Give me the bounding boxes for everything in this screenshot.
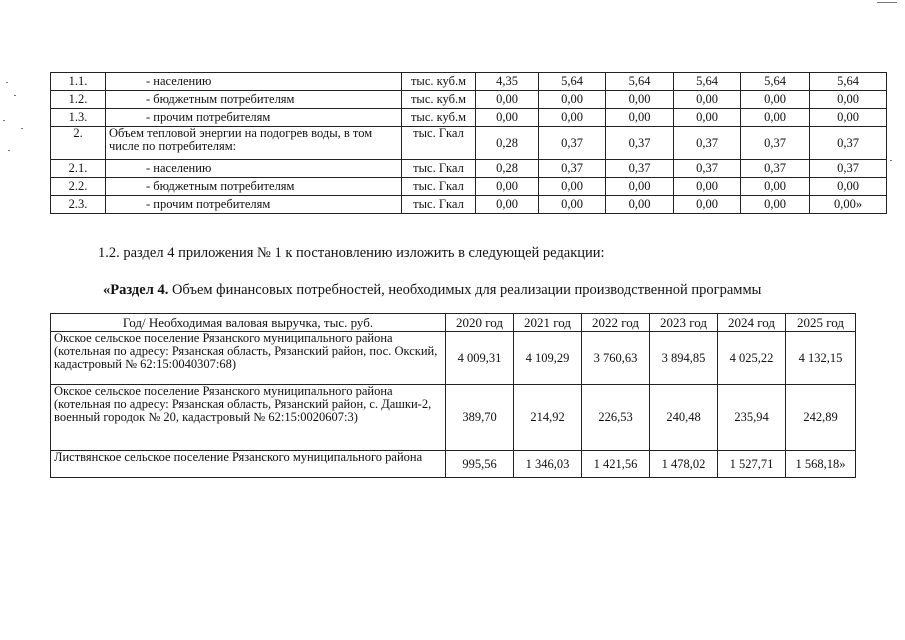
- row-name: Окское сельское поселение Рязанского муниципального района (котельная по адресу: Рязанская область, Рязанский район, с. Дашки-2, военный городок № 20, кадастровый № 62:15:0020607:3): [51, 385, 446, 451]
- row-name: - населению: [106, 160, 402, 178]
- table-row: [51, 385, 856, 451]
- row-number: 1.2.: [51, 91, 106, 109]
- cell-value: 5,64: [606, 73, 674, 91]
- cell-value: 0,00: [674, 91, 741, 109]
- cell-value: 0,00: [810, 91, 887, 109]
- row-unit: тыс. Гкал: [402, 160, 476, 178]
- cell-value: 0,00»: [810, 196, 887, 214]
- cell-value: 4 132,15: [786, 332, 856, 385]
- cell-value: 1 421,56: [582, 451, 650, 478]
- scan-speck: [14, 95, 16, 96]
- row-unit: тыс. куб.м: [402, 109, 476, 127]
- cell-value: 4 009,31: [446, 332, 514, 385]
- row-number: 2.: [51, 127, 106, 160]
- cell-value: 5,64: [674, 73, 741, 91]
- scan-speck: [3, 120, 5, 121]
- row-name: Объем тепловой энергии на подогрев воды, в том числе по потребителям:: [106, 127, 402, 160]
- cell-value: 0,00: [674, 196, 741, 214]
- row-unit: тыс. Гкал: [402, 196, 476, 214]
- row-number: 2.2.: [51, 178, 106, 196]
- cell-value: 5,64: [741, 73, 810, 91]
- cell-value: 3 894,85: [650, 332, 718, 385]
- cell-value: 0,00: [539, 178, 606, 196]
- section-heading: [103, 282, 761, 299]
- row-unit: тыс. куб.м: [402, 91, 476, 109]
- row-unit: тыс. куб.м: [402, 73, 476, 91]
- row-name: Листвянское сельское поселение Рязанского муниципального района: [51, 451, 446, 478]
- cell-value: 0,37: [741, 160, 810, 178]
- cell-value: 0,00: [810, 178, 887, 196]
- scan-speck: [21, 128, 23, 129]
- row-number: 2.1.: [51, 160, 106, 178]
- cell-value: 0,00: [606, 178, 674, 196]
- table-row: [51, 91, 887, 109]
- table-row: [51, 332, 856, 385]
- cell-value: 0,00: [741, 109, 810, 127]
- scan-speck: [877, 2, 897, 3]
- cell-value: 1 478,02: [650, 451, 718, 478]
- cell-value: 0,37: [674, 160, 741, 178]
- table-row: [51, 178, 887, 196]
- cell-value: 0,37: [674, 127, 741, 160]
- cell-value: 0,00: [741, 91, 810, 109]
- row-name: - бюджетным потребителям: [106, 91, 402, 109]
- column-header: 2023 год: [650, 314, 718, 332]
- cell-value: 0,00: [476, 178, 539, 196]
- cell-value: 0,28: [476, 127, 539, 160]
- cell-value: 226,53: [582, 385, 650, 451]
- column-header: 2025 год: [786, 314, 856, 332]
- cell-value: 0,00: [741, 196, 810, 214]
- revenue-table: [50, 313, 856, 478]
- table-row: [51, 109, 887, 127]
- row-name: - бюджетным потребителям: [106, 178, 402, 196]
- cell-value: 214,92: [514, 385, 582, 451]
- cell-value: 235,94: [718, 385, 786, 451]
- column-header: Год/ Необходимая валовая выручка, тыс. руб.: [51, 314, 446, 332]
- cell-value: 0,00: [539, 196, 606, 214]
- column-header: 2022 год: [582, 314, 650, 332]
- cell-value: 1 346,03: [514, 451, 582, 478]
- cell-value: 1 568,18»: [786, 451, 856, 478]
- section-prefix: «Раздел 4.: [103, 282, 169, 298]
- cell-value: 0,37: [539, 160, 606, 178]
- table-row: [51, 196, 887, 214]
- row-unit: тыс. Гкал: [402, 178, 476, 196]
- cell-value: 0,00: [810, 109, 887, 127]
- column-header: 2024 год: [718, 314, 786, 332]
- cell-value: 0,00: [539, 91, 606, 109]
- cell-value: 0,00: [476, 109, 539, 127]
- cell-value: 5,64: [810, 73, 887, 91]
- row-name: - населению: [106, 73, 402, 91]
- cell-value: 0,37: [606, 160, 674, 178]
- cell-value: 0,00: [476, 196, 539, 214]
- scan-speck: [6, 82, 8, 83]
- section-title: Объем финансовых потребностей, необходимых для реализации производственной программы: [168, 282, 762, 298]
- cell-value: 0,37: [741, 127, 810, 160]
- cell-value: 0,00: [476, 91, 539, 109]
- amendment-paragraph: 1.2. раздел 4 приложения № 1 к постановлению изложить в следующей редакции:: [98, 245, 605, 261]
- row-name: Окское сельское поселение Рязанского муниципального района (котельная по адресу: Рязанская область, Рязанский район, пос. Окский, кадастровый № 62:15:0040307:68): [51, 332, 446, 385]
- cell-value: 0,37: [539, 127, 606, 160]
- cell-value: 0,00: [674, 178, 741, 196]
- cell-value: 4 109,29: [514, 332, 582, 385]
- volume-table: [50, 72, 887, 214]
- scan-speck: [8, 150, 10, 151]
- cell-value: 0,00: [741, 178, 810, 196]
- cell-value: 0,00: [539, 109, 606, 127]
- row-name: - прочим потребителям: [106, 196, 402, 214]
- cell-value: 389,70: [446, 385, 514, 451]
- cell-value: 0,37: [810, 127, 887, 160]
- table-row: [51, 127, 887, 160]
- cell-value: 4 025,22: [718, 332, 786, 385]
- table-header-row: [51, 314, 856, 332]
- cell-value: 0,37: [810, 160, 887, 178]
- cell-value: 0,28: [476, 160, 539, 178]
- cell-value: 240,48: [650, 385, 718, 451]
- table-row: [51, 160, 887, 178]
- table-row: [51, 73, 887, 91]
- cell-value: 5,64: [539, 73, 606, 91]
- table-row: [51, 451, 856, 478]
- cell-value: 995,56: [446, 451, 514, 478]
- cell-value: 4,35: [476, 73, 539, 91]
- cell-value: 0,00: [606, 196, 674, 214]
- cell-value: 0,00: [606, 91, 674, 109]
- row-name: - прочим потребителям: [106, 109, 402, 127]
- column-header: 2021 год: [514, 314, 582, 332]
- row-number: 1.3.: [51, 109, 106, 127]
- cell-value: 3 760,63: [582, 332, 650, 385]
- cell-value: 0,00: [606, 109, 674, 127]
- row-number: 1.1.: [51, 73, 106, 91]
- cell-value: 0,00: [674, 109, 741, 127]
- cell-value: 1 527,71: [718, 451, 786, 478]
- column-header: 2020 год: [446, 314, 514, 332]
- row-unit: тыс. Гкал: [402, 127, 476, 160]
- cell-value: 0,37: [606, 127, 674, 160]
- row-number: 2.3.: [51, 196, 106, 214]
- cell-value: 242,89: [786, 385, 856, 451]
- scan-speck: [890, 160, 892, 161]
